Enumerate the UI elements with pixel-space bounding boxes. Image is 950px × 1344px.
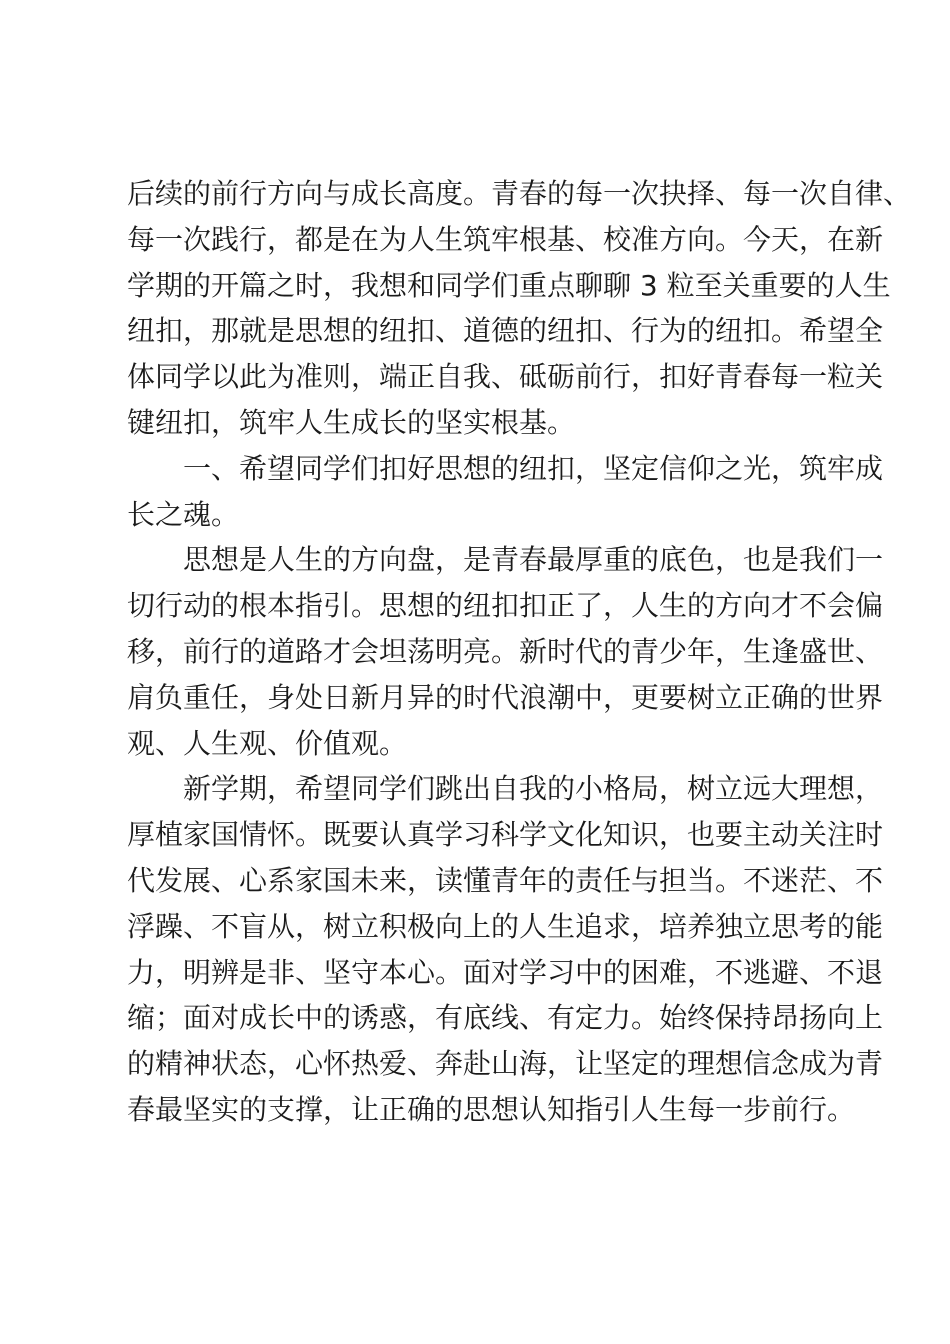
- text-line: 厚植家国情怀。既要认真学习科学文化知识，也要主动关注时: [127, 818, 884, 852]
- text-line: 纽扣，那就是思想的纽扣、道德的纽扣、行为的纽扣。希望全: [127, 314, 884, 348]
- text-line: 键纽扣，筑牢人生成长的坚实根基。: [127, 405, 576, 439]
- paragraph-thought-compass: [127, 537, 884, 766]
- text-line: 代发展、心系家国未来，读懂青年的责任与担当。不迷茫、不: [127, 863, 884, 897]
- text-line: 新学期，希望同学们跳出自我的小格局，树立远大理想，: [183, 772, 884, 806]
- text-line: 体同学以此为准则，端正自我、砥砺前行，扣好青春每一粒关: [127, 360, 884, 394]
- text-line: 一、希望同学们扣好思想的纽扣，坚定信仰之光，筑牢成: [183, 451, 884, 485]
- text-line: 观、人生观、价值观。: [127, 726, 408, 760]
- text-line: 长之魂。: [127, 497, 240, 531]
- text-line: 学期的开篇之时，我想和同学们重点聊聊 3 粒至关重要的人生: [127, 268, 891, 302]
- text-line: 力，明辨是非、坚守本心。面对学习中的困难，不逃避、不退: [127, 955, 884, 989]
- text-line: 缩；面对成长中的诱惑，有底线、有定力。始终保持昂扬向上: [127, 1001, 884, 1035]
- paragraph-new-semester: [127, 766, 884, 1132]
- paragraph-intro-continued: [127, 171, 912, 446]
- text-line: 春最坚实的支撑，让正确的思想认知指引人生每一步前行。: [127, 1092, 856, 1126]
- text-line: 思想是人生的方向盘，是青春最厚重的底色，也是我们一: [183, 543, 884, 577]
- text-line: 浮躁、不盲从，树立积极向上的人生追求，培养独立思考的能: [127, 909, 884, 943]
- text-line: 的精神状态，心怀热爱、奔赴山海，让坚定的理想信念成为青: [127, 1047, 884, 1081]
- text-line: 每一次践行，都是在为人生筑牢根基、校准方向。今天，在新: [127, 222, 884, 256]
- text-line: 切行动的根本指引。思想的纽扣扣正了，人生的方向才不会偏: [127, 589, 884, 623]
- text-line: 移，前行的道路才会坦荡明亮。新时代的青少年，生逢盛世、: [127, 634, 884, 668]
- section-heading-one: [127, 446, 884, 538]
- text-line: 肩负重任，身处日新月异的时代浪潮中，更要树立正确的世界: [127, 680, 884, 714]
- text-line: 后续的前行方向与成长高度。青春的每一次抉择、每一次自律、: [127, 177, 912, 210]
- document-body: [127, 171, 912, 1133]
